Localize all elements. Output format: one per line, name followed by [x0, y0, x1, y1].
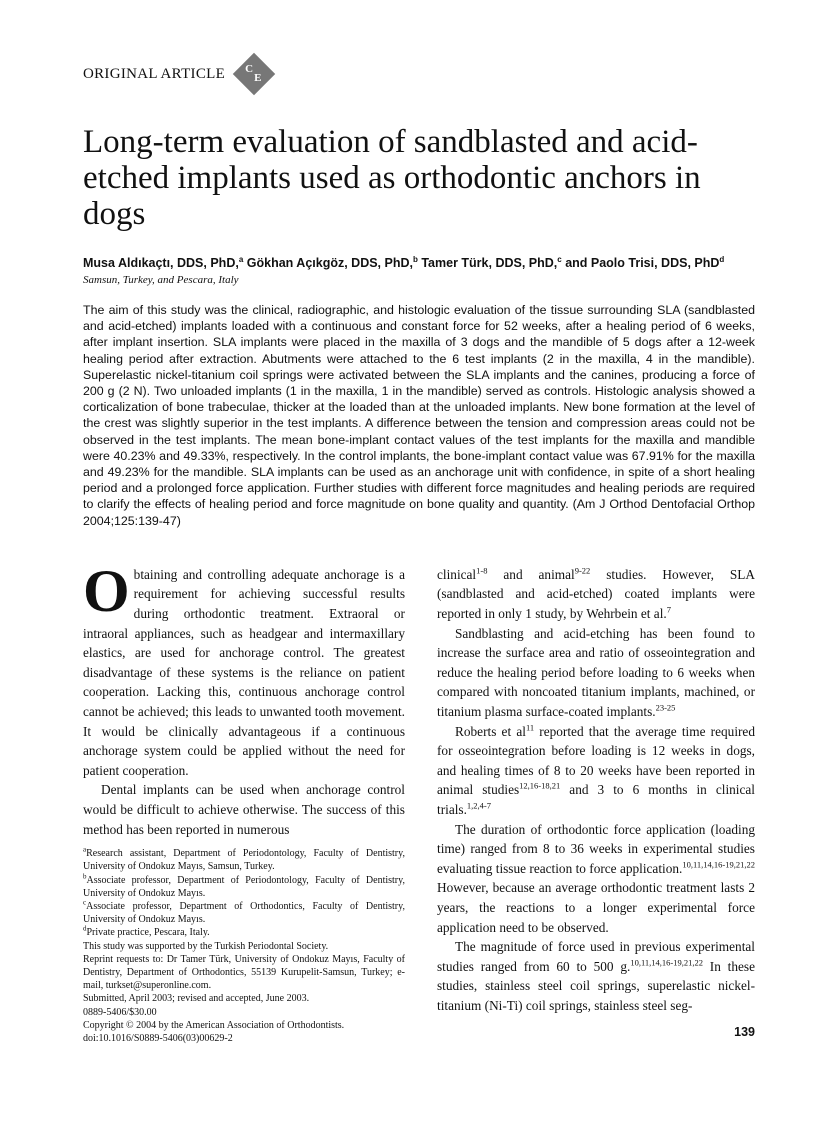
paragraph	[437, 820, 755, 938]
text-segment: Associate professor, Department of Orthodontics, Faculty of Dentistry, University of Ondokuz Mayıs.	[83, 900, 405, 926]
text-segment: reported that the average time required for osseointegration before loading is 12 weeks in dogs, and healing times of 8 to 20 weeks have been reported in animal studies	[437, 723, 755, 798]
superscript: 10,11,14,16-19,21,22	[630, 957, 703, 968]
paragraph-text	[83, 557, 405, 778]
superscript: 1-8	[476, 565, 488, 576]
page-number: 139	[734, 1024, 755, 1039]
text-segment: This study was supported by the Turkish Periodontal Society.	[83, 940, 329, 952]
text-segment: Research assistant, Department of Periodontology, Faculty of Dentistry, University of Ondokuz Mayıs, Samsun, Turkey.	[83, 848, 405, 873]
text-segment: and animal	[487, 566, 575, 582]
logo-letter-e: E	[254, 72, 262, 84]
superscript: a	[83, 845, 87, 854]
text-segment: Tamer Türk, DDS, PhD,	[417, 256, 558, 270]
article-title: Long-term evaluation of sandblasted and acid-etched implants used as orthodontic anchors in dogs	[83, 124, 701, 232]
right-column	[437, 565, 755, 1040]
superscript: 7	[666, 604, 671, 615]
text-segment: studies. However, SLA (sandblasted and acid-etched) coated implants were reported in only 1 study, by Wehrbein et al.	[437, 566, 755, 622]
text-segment: Gökhan Açıkgöz, DDS, PhD,	[243, 256, 413, 270]
article-page	[83, 58, 755, 1045]
text-segment: Dental implants can be used when anchorage control would be difficult to achieve otherwise. The success of this method has been reported in numerous	[83, 782, 405, 837]
text-segment: 0889-5406/$30.00	[83, 1006, 157, 1018]
text-segment: Private practice, Pescara, Italy.	[86, 927, 210, 939]
text-segment: Submitted, April 2003; revised and accepted, June 2003.	[83, 993, 310, 1005]
superscript: c	[83, 898, 87, 907]
paragraph	[83, 557, 405, 781]
superscript: 11	[525, 722, 535, 733]
footnote	[83, 1006, 405, 1019]
logo-letter-c: C	[245, 63, 254, 75]
text-segment: Sandblasting and acid-etching has been found to increase the surface area and ratio of osseointegration and reduce the healing period before loading to 6 weeks when compared with noncoated titanium implants, machined, or titanium plasma surface-coated implants.	[437, 625, 755, 719]
text-segment: The duration of orthodontic force application (loading time) ranged from 8 to 36 weeks in experimental studies evaluating tissue reaction to force application.	[437, 821, 755, 876]
abstract: The aim of this study was the clinical, radiographic, and histologic evaluation of the tissue surrounding SLA (sandblasted and acid-etched) implants loaded with a continuous and constant force for 52 weeks, after a healing period of 6 weeks, after implant insertion. SLA implants were placed in the maxilla of 3 dogs and the mandible of 5 dogs after a 12-week healing period after extraction. Abutments were attached to the 6 test implants (2 in the maxilla, 4 in the mandible). Superelastic nickel-titanium coil springs were activated between the SLA implants and the canines, producing a force of 200 g (2 N). Two unloaded implants (1 in the maxilla, 1 in the mandible) served as controls. Histologic analysis showed a corticalization of bone trabeculae, thicker at the loaded than at the unloaded implants. New bone formation at the level of the crest was slightly superior in the test implants. A difference between the tension and compression areas could not be observed in the test implants. The mean bone-implant contact values of the test implants for the maxilla and mandible were 40.23% and 49.33%, respectively. In the control implants, the bone-implant contact value was 67.91% for the maxilla and 49.23% for the mandible. SLA implants can be used as an anchorage unit with confidence, in spite of a short healing period and a prolonged force application. Further studies with different force magnitudes and healing periods are required to clarify the effects of healing period and force magnitude on bone quality and quantity. (Am J Orthod Dentofacial Orthop 2004;125:139-47)	[83, 303, 755, 528]
text-segment: and Paolo Trisi, DDS, PhD	[561, 256, 720, 270]
section-label: ORIGINAL ARTICLE	[83, 65, 226, 82]
superscript: c	[557, 254, 562, 264]
text-segment: However, because an average orthodontic treatment lasts 2 years, the reactions to a longer experimental force application need to be observed.	[437, 880, 755, 935]
text-segment: Copyright © 2004 by the American Association of Orthodontists.	[83, 1019, 345, 1031]
footnote	[83, 940, 405, 953]
drop-cap: O	[83, 557, 130, 624]
footnote	[83, 953, 405, 993]
superscript: 1,2,4-7	[466, 800, 492, 811]
footnotes	[83, 847, 405, 1045]
superscript: 12,16-18,21	[519, 780, 561, 791]
superscript: b	[83, 872, 87, 881]
text-segment: Roberts et al	[455, 723, 526, 739]
superscript: 9-22	[574, 565, 591, 576]
text-segment: Associate professor, Department of Periodontology, Faculty of Dentistry, University of Ondokuz Mayıs.	[83, 874, 405, 899]
text-segment: In these studies, stainless steel coil springs, superelastic nickel-titanium (Ni-Ti) coil springs, stainless steel seg-	[437, 958, 756, 1013]
superscript: d	[719, 254, 725, 264]
superscript: b	[412, 254, 418, 264]
paragraph	[437, 937, 755, 1015]
paragraph	[83, 780, 405, 839]
affiliation: Samsun, Turkey, and Pescara, Italy	[83, 274, 239, 286]
section-header	[83, 58, 755, 90]
text-segment: The magnitude of force used in previous experimental studies ranged from 60 to 500 g.	[437, 939, 755, 974]
superscript: a	[238, 254, 244, 264]
paragraph	[437, 722, 755, 820]
left-column	[83, 557, 405, 1045]
footnote	[83, 847, 405, 873]
footnote	[83, 1032, 405, 1045]
superscript: 23-25	[655, 702, 676, 713]
text-segment: btaining and controlling adequate anchorage is a requirement for achieving successful results during orthodontic treatment. Extraoral or intraoral appliances, such as headgear and intermaxillary elastics, are used for anchorage control. The greatest disadvantage of these systems is the reliance on patient cooperation. Lacking this, continuous anchorage control cannot be achieved; this leads to unwanted tooth movement. It would be clinically advantageous if a continuous anchorage system could be applied without the need for patient cooperation.	[83, 566, 405, 778]
text-segment: Musa Aldıkaçtı, DDS, PhD,	[83, 256, 239, 270]
text-segment: doi:10.1016/S0889-5406(03)00629-2	[83, 1033, 233, 1044]
paragraph	[437, 624, 755, 722]
text-segment: and 3 to 6 months in clinical trials.	[437, 782, 755, 817]
footnote	[83, 992, 405, 1005]
footnote	[83, 900, 405, 926]
footnote	[83, 874, 405, 900]
author-list	[83, 254, 743, 272]
text-segment: clinical	[437, 566, 477, 582]
footnote	[83, 1019, 405, 1032]
body-columns	[83, 557, 756, 1045]
ce-logo	[239, 59, 269, 89]
superscript: 10,11,14,16-19,21,22	[682, 859, 755, 870]
paragraph	[437, 565, 755, 624]
footnote	[83, 926, 405, 939]
superscript: d	[83, 925, 87, 934]
text-segment: Reprint requests to: Dr Tamer Türk, University of Ondokuz Mayıs, Faculty of Dentistry, Department of Orthodontics, 55139 Kurupelit-Samsun, Turkey; e-mail, turkset@superonline.com.	[83, 953, 405, 992]
